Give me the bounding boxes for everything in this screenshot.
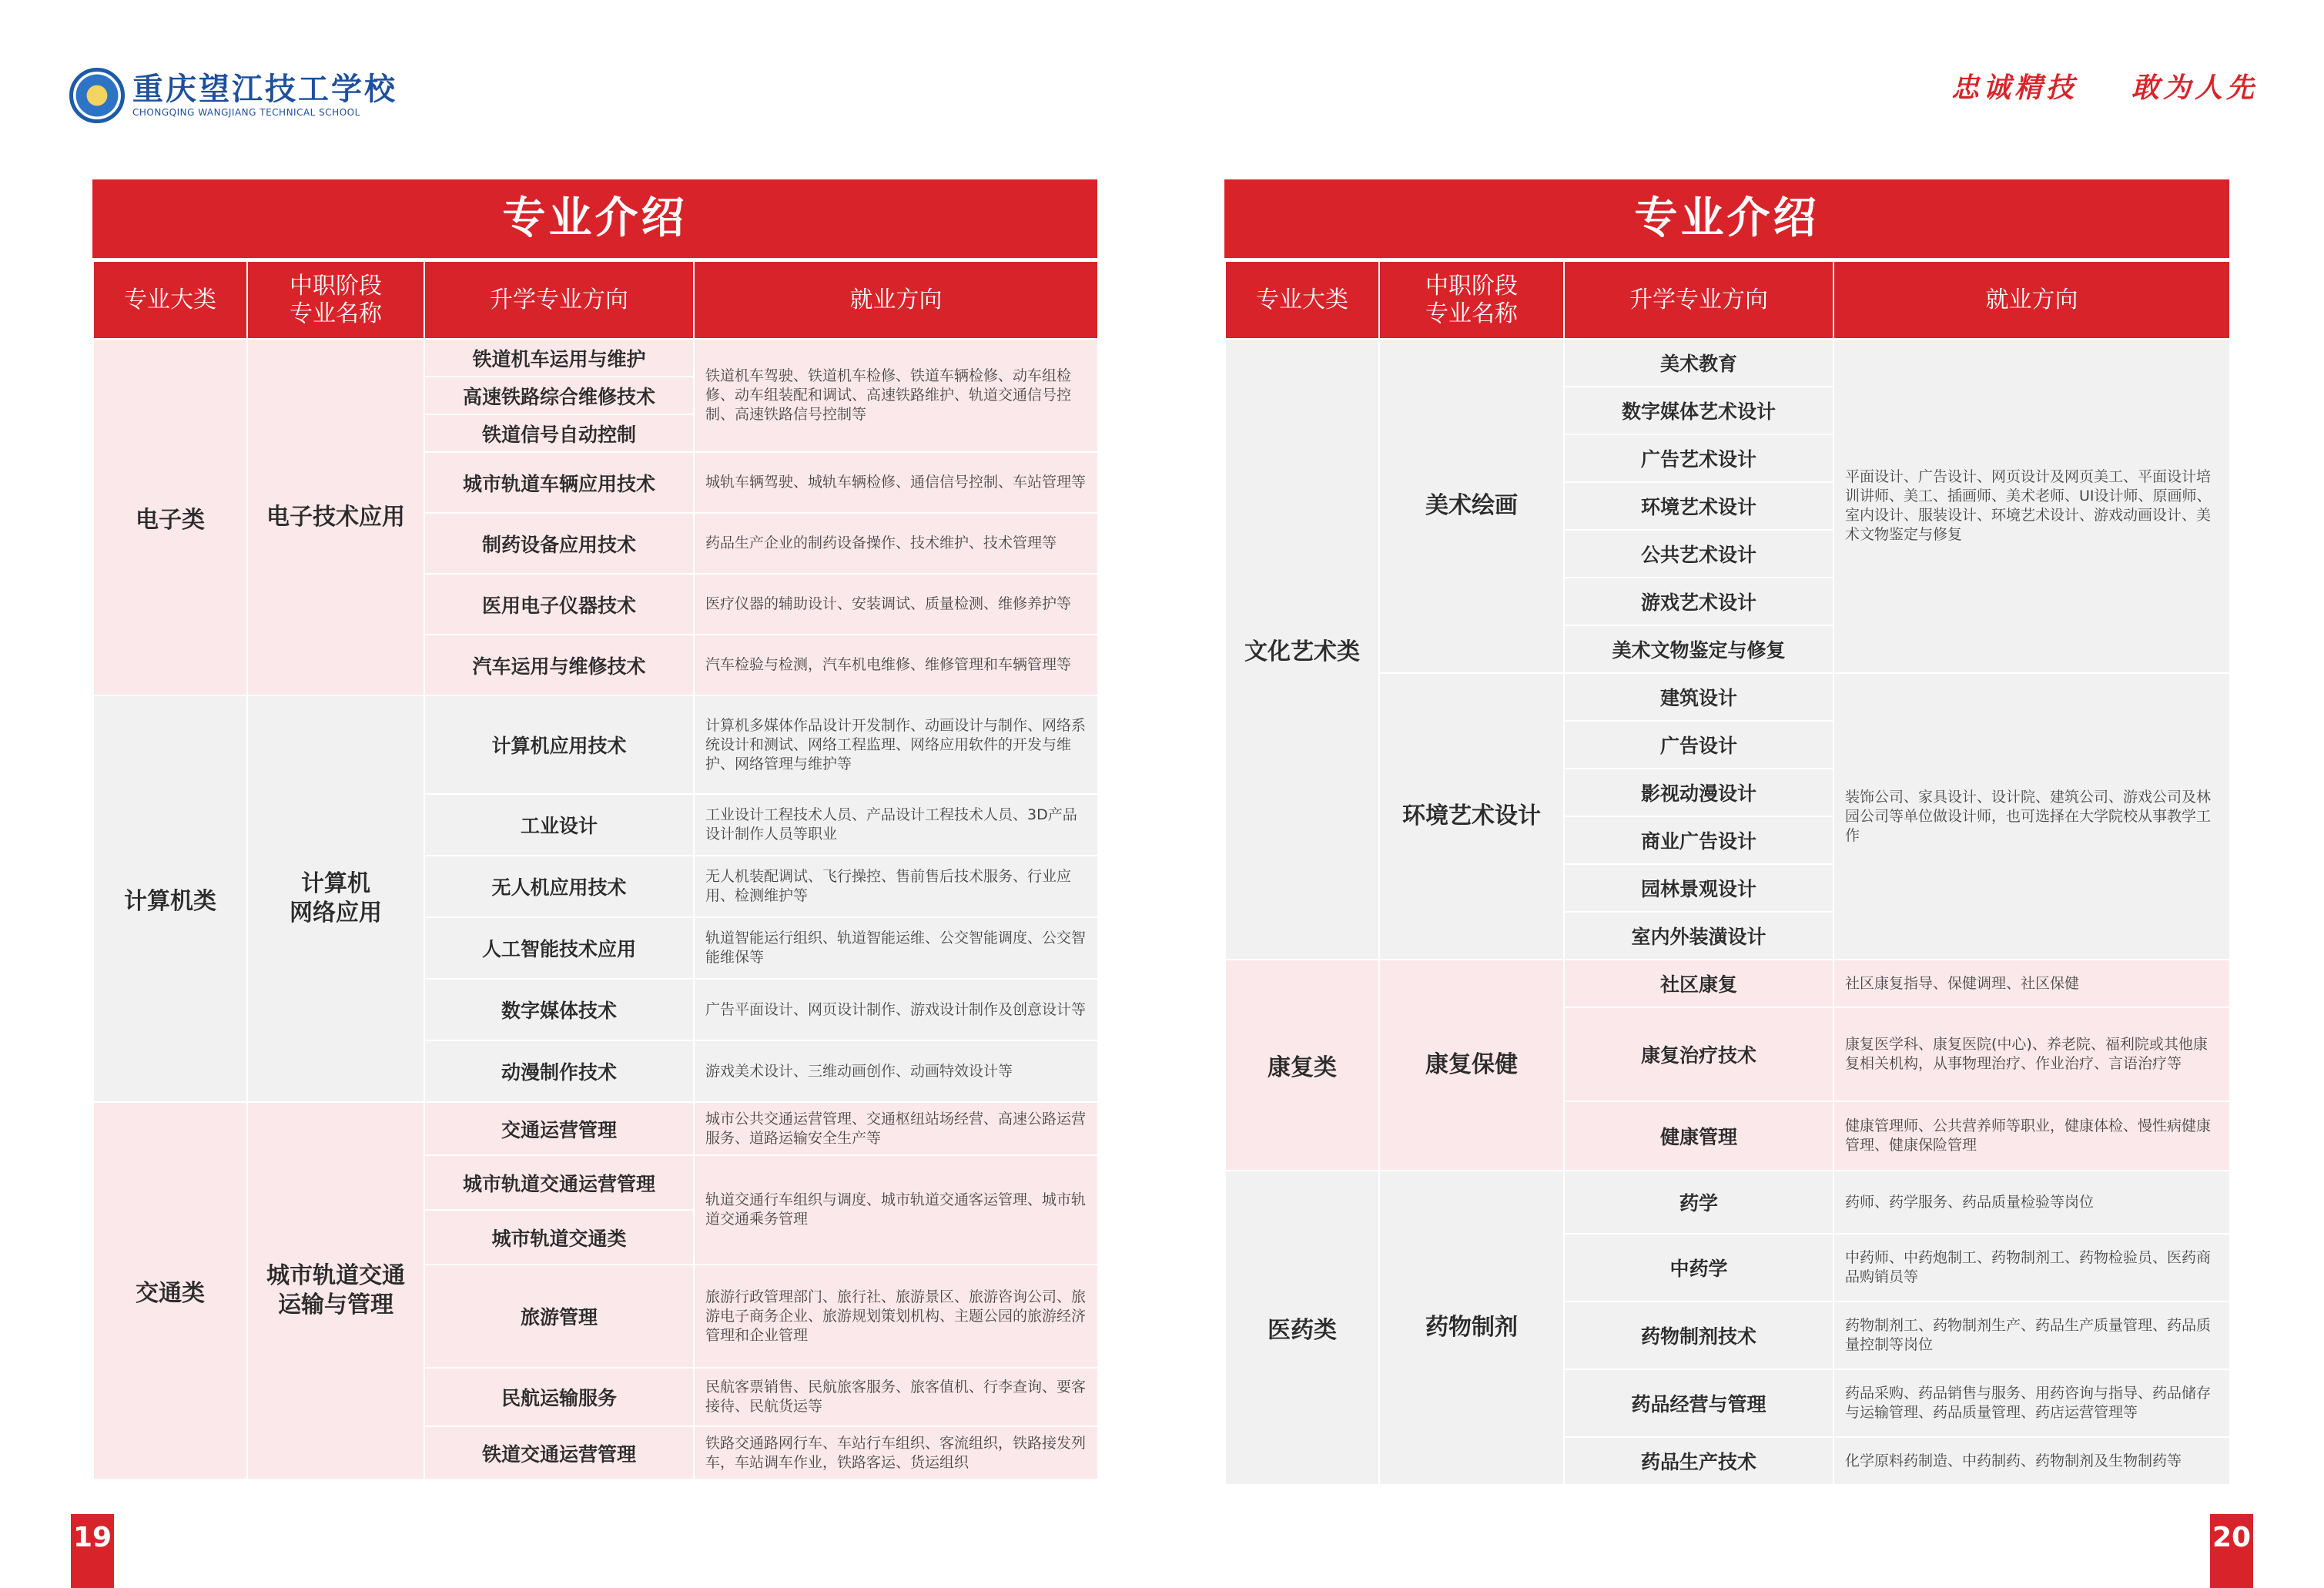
school-name-cn: 重庆望江技工学校 [132, 71, 397, 107]
page-number-left: 19 [71, 1514, 114, 1588]
jobs-cell: 无人机装配调试、飞行操控、售前售后技术服务、行业应用、检测维护等 [694, 856, 1098, 917]
jobs-cell: 汽车检验与检测，汽车机电维修、维修管理和车辆管理等 [694, 635, 1098, 695]
direction-cell: 园林景观设计 [1564, 864, 1833, 912]
direction-cell: 铁道机车运用与维护 [424, 339, 694, 377]
direction-cell: 城市轨道车辆应用技术 [424, 452, 694, 513]
jobs-cell: 药品采购、药品销售与服务、用药咨询与指导、药品储存与运输管理、药品质量管理、药店运营管理等 [1833, 1369, 2230, 1437]
jobs-cell: 医疗仪器的辅助设计、安装调试、质量检测、维修养护等 [694, 574, 1098, 635]
col-direction: 升学专业方向 [1564, 261, 1833, 339]
col-stage: 中职阶段 专业名称 [1379, 261, 1564, 339]
direction-cell: 汽车运用与维修技术 [424, 635, 694, 695]
jobs-cell: 装饰公司、家具设计、设计院、建筑公司、游戏公司及林园公司等单位做设计师，也可选择在大学院校从事教学工作 [1833, 673, 2230, 960]
direction-cell: 建筑设计 [1564, 673, 1833, 721]
direction-cell: 公共艺术设计 [1564, 530, 1833, 578]
major-cell: 电子技术应用 [247, 339, 424, 695]
school-logo [69, 68, 397, 123]
table-row [1225, 339, 2230, 387]
direction-cell: 城市轨道交通运营管理 [424, 1155, 694, 1210]
school-motto [1951, 66, 2258, 106]
jobs-cell: 旅游行政管理部门、旅行社、旅游景区、旅游咨询公司、旅游电子商务企业、旅游规划策划机构、主题公园的旅游经济管理和企业管理 [694, 1265, 1098, 1368]
table-header-row [1225, 261, 2230, 339]
direction-cell: 药品生产技术 [1564, 1437, 1833, 1485]
direction-cell: 铁道信号自动控制 [424, 414, 694, 452]
table-row [93, 1102, 1098, 1155]
table-row [1225, 1171, 2230, 1234]
major-cell: 城市轨道交通 运输与管理 [247, 1102, 424, 1479]
major-cell: 美术绘画 [1379, 339, 1564, 673]
jobs-cell: 民航客票销售、民航旅客服务、旅客值机、行李查询、要客接待、民航货运等 [694, 1368, 1098, 1426]
jobs-cell: 轨道交通行车组织与调度、城市轨道交通客运管理、城市轨道交通乘务管理 [694, 1155, 1098, 1265]
jobs-cell: 药师、药学服务、药品质量检验等岗位 [1833, 1171, 2230, 1234]
direction-cell: 铁道交通运营管理 [424, 1426, 694, 1479]
direction-cell: 高速铁路综合维修技术 [424, 377, 694, 414]
jobs-cell: 中药师、中药炮制工、药物制剂工、药物检验员、医药商品购销员等 [1833, 1234, 2230, 1302]
right-page-panel [1224, 179, 2229, 1478]
direction-cell: 医用电子仪器技术 [424, 574, 694, 635]
col-category: 专业大类 [1225, 261, 1379, 339]
table-row [93, 695, 1098, 794]
direction-cell: 制药设备应用技术 [424, 513, 694, 574]
jobs-cell: 药品生产企业的制药设备操作、技术维护、技术管理等 [694, 513, 1098, 574]
page-number-right: 20 [2210, 1514, 2253, 1588]
col-stage: 中职阶段 专业名称 [247, 261, 424, 339]
direction-cell: 环境艺术设计 [1564, 482, 1833, 530]
jobs-cell: 铁路交通路网行车、车站行车组织、客流组织，铁路接发列车，车站调车作业，铁路客运、货运组织 [694, 1426, 1098, 1479]
direction-cell: 广告艺术设计 [1564, 434, 1833, 482]
direction-cell: 民航运输服务 [424, 1368, 694, 1426]
table-header-row [93, 261, 1098, 339]
direction-cell: 影视动漫设计 [1564, 769, 1833, 816]
col-jobs: 就业方向 [694, 261, 1098, 339]
left-banner-title: 专业介绍 [92, 179, 1097, 258]
jobs-cell: 化学原料药制造、中药制药、药物制剂及生物制药等 [1833, 1437, 2230, 1485]
direction-cell: 广告设计 [1564, 721, 1833, 769]
direction-cell: 商业广告设计 [1564, 816, 1833, 864]
table-row [1225, 960, 2230, 1007]
direction-cell: 中药学 [1564, 1234, 1833, 1302]
direction-cell: 美术文物鉴定与修复 [1564, 625, 1833, 673]
jobs-cell: 广告平面设计、网页设计制作、游戏设计制作及创意设计等 [694, 979, 1098, 1040]
direction-cell: 数字媒体艺术设计 [1564, 387, 1833, 434]
category-cell: 电子类 [93, 339, 247, 695]
col-direction: 升学专业方向 [424, 261, 694, 339]
jobs-cell: 药物制剂工、药物制剂生产、药品生产质量管理、药品质量控制等岗位 [1833, 1302, 2230, 1369]
direction-cell: 游戏艺术设计 [1564, 578, 1833, 625]
category-cell: 计算机类 [93, 695, 247, 1102]
school-emblem-icon [69, 68, 125, 123]
direction-cell: 健康管理 [1564, 1101, 1833, 1171]
category-cell: 文化艺术类 [1225, 339, 1379, 960]
direction-cell: 旅游管理 [424, 1265, 694, 1368]
direction-cell: 动漫制作技术 [424, 1040, 694, 1102]
motto-2: 敢为人先 [2131, 72, 2258, 104]
jobs-cell: 平面设计、广告设计、网页设计及网页美工、平面设计培训讲师、美工、插画师、美术老师、UI设计师、原画师、室内设计、服装设计、环境艺术设计、游戏动画设计、美术文物鉴定与修复 [1833, 339, 2230, 673]
major-cell: 计算机 网络应用 [247, 695, 424, 1102]
direction-cell: 城市轨道交通类 [424, 1210, 694, 1265]
direction-cell: 室内外装潢设计 [1564, 912, 1833, 960]
school-name-en: CHONGQING WANGJIANG TECHNICAL SCHOOL [132, 107, 360, 118]
jobs-cell: 社区康复指导、保健调理、社区保健 [1833, 960, 2230, 1007]
direction-cell: 药学 [1564, 1171, 1833, 1234]
direction-cell: 无人机应用技术 [424, 856, 694, 917]
motto-1: 忠诚精技 [1951, 72, 2078, 104]
direction-cell: 数字媒体技术 [424, 979, 694, 1040]
jobs-cell: 轨道智能运行组织、轨道智能运维、公交智能调度、公交智能维保等 [694, 917, 1098, 979]
direction-cell: 工业设计 [424, 794, 694, 856]
category-cell: 医药类 [1225, 1171, 1379, 1485]
category-cell: 交通类 [93, 1102, 247, 1479]
jobs-cell: 健康管理师、公共营养师等职业，健康体检、慢性病健康管理、健康保险管理 [1833, 1101, 2230, 1171]
category-cell: 康复类 [1225, 960, 1379, 1171]
jobs-cell: 城轨车辆驾驶、城轨车辆检修、通信信号控制、车站管理等 [694, 452, 1098, 513]
right-majors-table [1224, 260, 2231, 1486]
direction-cell: 计算机应用技术 [424, 695, 694, 794]
major-cell: 环境艺术设计 [1379, 673, 1564, 960]
jobs-cell: 工业设计工程技术人员、产品设计工程技术人员、3D产品设计制作人员等职业 [694, 794, 1098, 856]
jobs-cell: 计算机多媒体作品设计开发制作、动画设计与制作、网络系统设计和测试、网络工程监理、网络应用软件的开发与维护、网络管理与维护等 [694, 695, 1098, 794]
left-page-panel [92, 179, 1097, 1478]
right-banner-title: 专业介绍 [1224, 179, 2229, 258]
col-jobs: 就业方向 [1833, 261, 2230, 339]
major-cell: 药物制剂 [1379, 1171, 1564, 1485]
direction-cell: 交通运营管理 [424, 1102, 694, 1155]
left-majors-table [92, 260, 1099, 1480]
col-category: 专业大类 [93, 261, 247, 339]
direction-cell: 药物制剂技术 [1564, 1302, 1833, 1369]
jobs-cell: 铁道机车驾驶、铁道机车检修、铁道车辆检修、动车组检修、动车组装配和调试、高速铁路维护、轨道交通信号控制、高速铁路信号控制等 [694, 339, 1098, 452]
jobs-cell: 城市公共交通运营管理、交通枢纽站场经营、高速公路运营服务、道路运输安全生产等 [694, 1102, 1098, 1155]
direction-cell: 社区康复 [1564, 960, 1833, 1007]
jobs-cell: 游戏美术设计、三维动画创作、动画特效设计等 [694, 1040, 1098, 1102]
jobs-cell: 康复医学科、康复医院(中心)、养老院、福利院或其他康复相关机构，从事物理治疗、作业治疗、言语治疗等 [1833, 1007, 2230, 1101]
major-cell: 康复保健 [1379, 960, 1564, 1171]
direction-cell: 人工智能技术应用 [424, 917, 694, 979]
direction-cell: 药品经营与管理 [1564, 1369, 1833, 1437]
table-row [93, 339, 1098, 377]
direction-cell: 康复治疗技术 [1564, 1007, 1833, 1101]
direction-cell: 美术教育 [1564, 339, 1833, 387]
